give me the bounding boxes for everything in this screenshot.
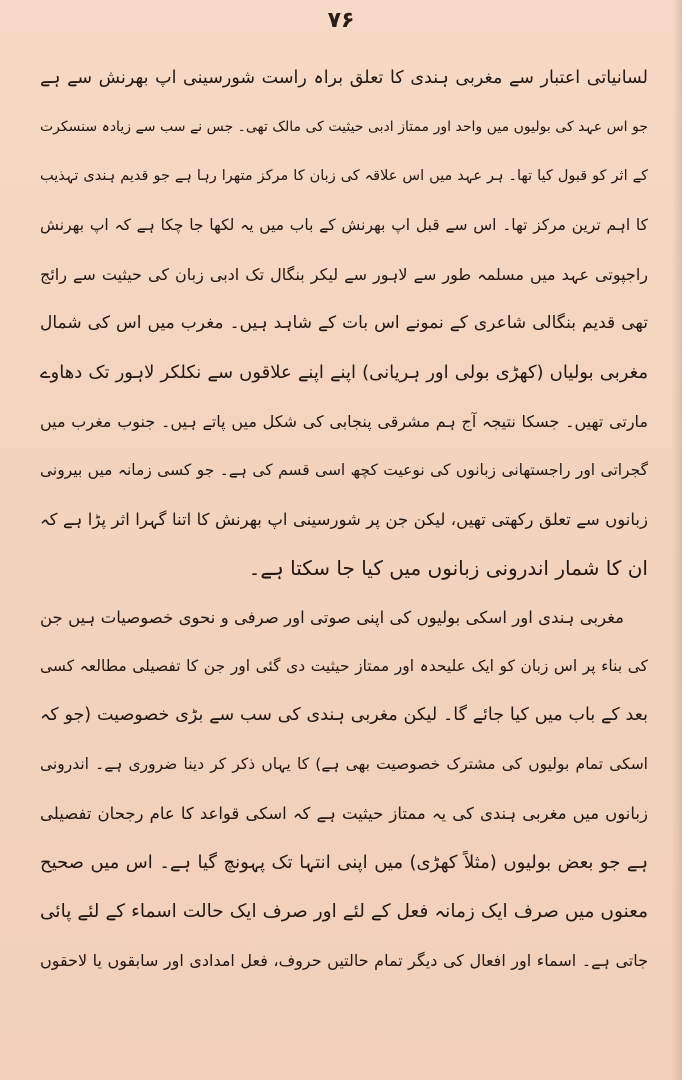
body-text	[40, 54, 648, 985]
text-line: بعد کے باب میں کیا جائے گا۔ لیکن مغربی ہندی کی سب سے بڑی خصوصیت (جو کہ	[40, 705, 648, 725]
text-line: لسانیاتی اعتبار سے مغربی ہندی کا تعلق براہ راست شورسینی اپ بھرنش سے ہے	[40, 68, 648, 88]
page-number: ۷۶	[327, 8, 355, 33]
text-line-paragraph-start: مغربی ہندی اور اسکی بولیوں کی اپنی صوتی اور صرفی و نحوی خصوصیات ہیں جن	[40, 608, 624, 627]
text-line: مارتی تھیں۔ جسکا نتیجہ آج ہم مشرقی پنجابی کی شکل میں پاتے ہیں۔ جنوب مغرب میں	[40, 412, 648, 431]
text-line: راجپوتی عہد میں مسلمہ طور سے لاہور سے لیکر بنگال تک ادبی زبان کی حیثیت سے رائج	[40, 265, 648, 284]
text-line-paragraph-end: ان کا شمار اندرونی زبانوں میں کیا جا سکتا ہے۔	[248, 556, 648, 580]
text-line: کا اہم ترین مرکز تھا۔ اس سے قبل اپ بھرنش کے باب میں یہ لکھا جا چکا ہے کہ اپ بھرنش	[40, 216, 648, 234]
text-line: کی بناء پر اس زبان کو ایک علیحدہ اور ممتاز حیثیت دی گئی اور جن کا تفصیلی مطالعہ کسی	[40, 657, 648, 675]
text-line: گجراتی اور راجستھانی زبانوں کی نوعیت کچھ اسی قسم کی ہے۔ جو کسی زمانہ میں بیرونی	[40, 461, 648, 479]
text-line: معنوں میں صرف ایک زمانہ فعل کے لئے اور صرف ایک حالت اسماء کے لئے پائی	[40, 901, 648, 922]
page-edge-shadow	[672, 0, 682, 1080]
text-line: ہے جو بعض بولیوں (مثلاً کھڑی) میں اپنی انتہا تک پہونچ گیا ہے۔ اس میں صحیح	[40, 852, 648, 873]
text-line: اسکی تمام بولیوں کی مشترک خصوصیت بھی ہے) کا یہاں ذکر کر دینا ضروری ہے۔ اندرونی	[40, 755, 648, 773]
text-line: جاتی ہے۔ اسماء اور افعال کی دیگر تمام حالتیں حروف، فعل امدادی اور سابقوں یا لاحقوں	[40, 951, 648, 970]
text-line: جو اس عہد کی بولیوں میں واحد اور ممتاز ادبی حیثیت کی مالک تھی۔ جس نے سب سے زیادہ سنسکرت	[40, 119, 648, 135]
text-line: مغربی بولیاں (کھڑی بولی اور ہریانی) اپنے اپنے علاقوں سے نکلکر لاہور تک دھاوے	[40, 362, 648, 383]
text-line: کے اثر کو قبول کیا تھا۔ ہر عہد میں اس علاقہ کی زبان کا مرکز متھرا رہا ہے جو قدیم ہندی تہذیب	[40, 168, 648, 184]
text-line: زبانوں سے تعلق رکھتی تھیں، لیکن جن پر شورسینی اپ بھرنش کا اتنا گہرا اثر پڑا ہے کہ	[40, 510, 648, 529]
text-line: زبانوں میں مغربی ہندی کی یہ ممتاز حیثیت ہے کہ اسکی قواعد کا عام رجحان تفصیلی	[40, 804, 648, 823]
text-line: تھی قدیم بنگالی شاعری کے نمونے اس بات کے شاہد ہیں۔ مغرب میں اس کی شمال	[40, 313, 648, 333]
